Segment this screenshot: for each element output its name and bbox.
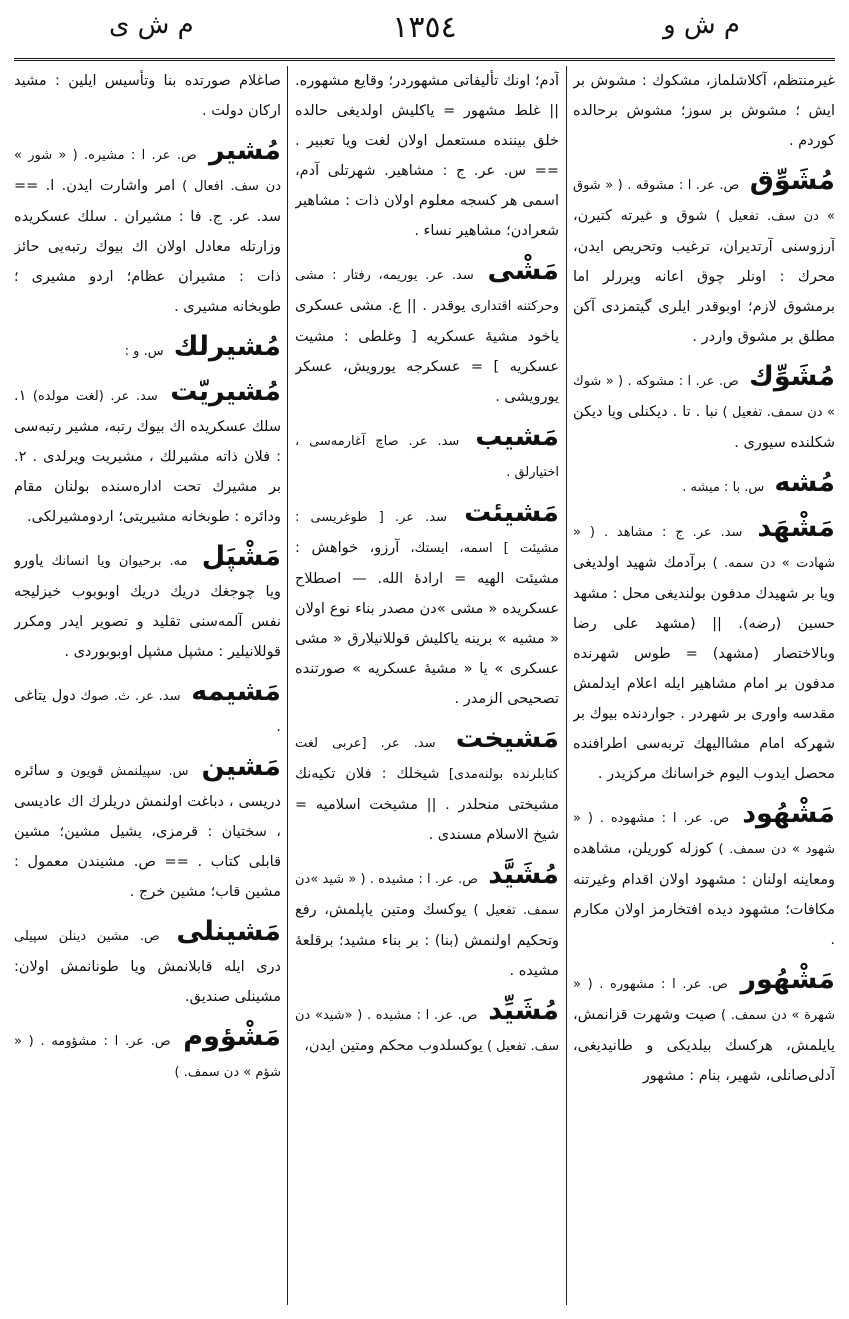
dictionary-entry xyxy=(573,362,835,458)
dictionary-entry xyxy=(14,1022,281,1088)
column-divider xyxy=(566,66,567,1305)
dictionary-entry xyxy=(295,256,559,412)
entry-grammar: سد. عر. [عربی لغت کتابلرنده بولنه‌مدی] xyxy=(295,736,559,782)
header-right-letters: م ش و xyxy=(663,10,740,40)
entry-grammar: س. و : xyxy=(124,344,168,359)
dictionary-entry xyxy=(573,965,835,1091)
entry-grammar: ص. عر. ا : مشیره. ( « شور » دن سف. افعال ) xyxy=(14,148,281,194)
entry-headword: مُشَوِّك xyxy=(749,361,835,392)
entry-definition: یوکسلدوب محکم ومتین ایدن، xyxy=(304,1038,483,1054)
entry-definition: آرزو، خواهش : مشیئت الهیه = ارادهٔ الله. — اصطلاح عسکریده « مشی »دن مصدر بناء نوع اولان « مشیه » برینه یاکلیش قوللانیلارق « مشی عسکری » یا « مشیهٔ عسکریه » صورتنده تصحیحی الزمدر . xyxy=(295,540,559,707)
page-header xyxy=(14,0,835,60)
dictionary-entry xyxy=(295,724,559,850)
dictionary-entry xyxy=(14,677,281,742)
entry-definition: دول یتاغی . xyxy=(14,688,281,735)
entry-headword: مَشیخت xyxy=(455,723,559,754)
dictionary-entry xyxy=(573,468,835,503)
entry-definition: سائره دریسی ، دباغت اولنمش دریلرك اك عادیسی ، سختیان : قرمزی، یشیل مشین؛ مشین قابلی کتاب . == ص. مشیندن معمول : مشین قاب؛ مشین خرج . xyxy=(14,763,281,900)
entry-grammar: س. سپیلنمش قویون و xyxy=(50,764,196,779)
page-number: ١٣٥٤ xyxy=(392,10,457,45)
header-left-letters: م ش ی xyxy=(109,10,194,40)
entry-definition: یوکسك ومتین یاپلمش، رفع وتحکیم اولنمش (بنا) : بر بناء مشید؛ برقلعهٔ مشیده . xyxy=(295,902,559,979)
entry-grammar: سد. عر. ج : مشاهد . ( « شهادت » دن سمه. ) xyxy=(573,525,835,571)
entry-definition: یوقدر . || ع. مشی عسکری یاخود مشیهٔ عسکریه [ وغلطی : مشیت عسکریه ] = عسکرجه یورویش، عسکر یورویشی . xyxy=(295,298,559,405)
entry-headword: مُشه xyxy=(774,467,835,498)
entry-grammar: سد. عر. [ طوغریسی : مشیئت ] اسمه، ایستك، xyxy=(295,510,559,556)
dictionary-entry xyxy=(14,752,281,907)
entry-grammar: سد. عر. (لغت مولده) xyxy=(26,389,165,404)
entry-headword: مُشَیَّد xyxy=(488,859,559,890)
entry-headword: مُشیر xyxy=(208,135,281,166)
dictionary-entry xyxy=(573,166,835,352)
entry-definition: صیت وشهرت قزانمش، یایلمش، هرکسك بیلدیکی و طانیدیغی، آدلی‌صانلی، شهیر، بنام : مشهور xyxy=(573,1007,835,1084)
header-rule xyxy=(14,58,835,61)
dictionary-entry xyxy=(14,136,281,322)
dictionary-entry xyxy=(14,542,281,667)
entry-grammar: ص. عر. ا : مشهوده . ( « شهود » دن سمف. ) xyxy=(573,811,835,857)
entry-grammar: سد. عر. یوریمه، رفتار : مشی وحرکتنه اقتداری xyxy=(295,268,559,314)
dictionary-entry xyxy=(14,377,281,532)
column-right xyxy=(573,66,835,1305)
entry-headword: مَشْؤوم xyxy=(183,1021,281,1052)
columns xyxy=(14,66,835,1305)
entry-headword: مُشیریّت xyxy=(170,376,281,407)
entry-headword: مَشْهُور xyxy=(740,964,835,995)
entry-grammar: ص. عر. ا : مشؤومه . ( « شؤم » دن سمف. ) xyxy=(14,1034,281,1080)
entry-headword: مَشینلی xyxy=(176,916,281,947)
entry-headword: مُشَیِّد xyxy=(488,995,559,1026)
dictionary-entry xyxy=(295,498,559,714)
entry-headword: مُشیرلك xyxy=(173,331,281,362)
entry-definition: ١. سلك عسکریده اك بیوك رتبه، مشیر رتبه‌سی : فلان ذاته مشیرلك ، مشیریت ویرلدی . ٢. بر مشیرك تحت اداره‌سنده بولنان مقام ودائره : طوبخانه مشیریتی؛ اردومشیرلکی. xyxy=(14,388,281,525)
entry-definition: کوزله کوریلن، مشاهده ومعاینه اولنان : مشهود اولان اقدام وغیرتنه مکافات؛ مشهود دیده افتخارمز اولان مکارم . xyxy=(573,841,835,948)
dictionary-entry xyxy=(295,66,559,246)
dictionary-entry xyxy=(573,513,835,789)
dictionary-entry xyxy=(573,799,835,955)
entry-headword: مَشْی xyxy=(487,255,559,286)
dictionary-entry xyxy=(295,860,559,986)
entry-grammar: س. با : میشه . xyxy=(682,480,769,495)
entry-definition: یاورو ویا چوجغك دریك دریك اوبوبوب خیزلیجه نفس آلمه‌سنی تقلید و تصویر ایدر ومکرر قوللانیلیر : مشپل مشپل اوبوبوردی . xyxy=(14,553,281,660)
entry-definition: آدم؛ اونك تألیفاتی مشهوردر؛ وقایع مشهوره. || غلط مشهور = یاکلیش اولدیغی حالده خلق بیننده مستعمل اولان لغت ویا تعبیر . == س. عر. ج : مشاهیر. شهرتلی آدم، اسمی هر کسجه معلوم اولان ذات : مشاهیر شعرادن؛ مشاهیر نساء . xyxy=(295,73,559,239)
entry-grammar: ص. عر. ا : مشیده . ( « شید »دن سمف. تفعیل ) xyxy=(295,872,559,918)
entry-grammar: ص. مشین دینلن سپیلی xyxy=(14,929,171,944)
entry-grammar: ص. عر. ا : مشوکه . ( « شوك » دن سمف. تفعیل ) xyxy=(573,374,835,420)
entry-definition: امر واشارت ایدن. ا. == سد. عر. ج. فا : مشیران . سلك عسکریده وزارتله معادل اولان اك بیوك رتبه‌یی حائز ذات : مشیران عظام؛ اردو مشیری ؛ طوبخانه مشیری . xyxy=(14,178,281,315)
entry-grammar: ص. عر. ا : مشهوره . ( « شهرة » دن سمف. ) xyxy=(573,977,835,1023)
entry-definition: شوق و غیرته کتیرن، آرزوسنی آرتدیران، ترغیب وتحریص ایدن، محرك : اونلر چوق اعانه ویررلر اما برمشوق لازم؛ اوبوقدر ایلری گیتمزدی آکن مطلق بر مشوق واردر . xyxy=(573,208,835,345)
dictionary-entry xyxy=(573,66,835,156)
entry-headword: مَشْپَل xyxy=(201,541,281,572)
entry-headword: مَشیئت xyxy=(464,497,559,528)
entry-definition: غیرمنتظم، آکلاشلماز، مشکوك : مشوش بر ایش ؛ مشوش بر سوز؛ مشوش برحالده کوردم . xyxy=(573,73,835,149)
entry-headword: مَشیمه xyxy=(191,676,281,707)
entry-grammar: ص. عر. ا : مشیده . ( «شید» دن سف. تفعیل ) xyxy=(295,1008,559,1054)
entry-headword: مُشَوِّق xyxy=(749,165,835,196)
dictionary-entry xyxy=(14,66,281,126)
dictionary-entry xyxy=(295,996,559,1062)
column-divider xyxy=(287,66,288,1305)
dictionary-entry xyxy=(14,332,281,367)
entry-definition: برآدمك شهید اولدیغی ویا بر شهیدك مدفون بولندیغی محل : مشهد حسین (رضه). || (مشهد علی رضا وبالاختصار (مشهد) = طوس شهرنده مدفون بر امام مشاهیر ایله اعلام ایدلمش مقدسه واوری بر شهردر . جواردنده بیوك بر شهرکه امام مشاالیهك تربه‌سی اطرافنده محصل ایدوب الیوم خراسانك مرکزیدر . xyxy=(573,555,835,782)
entry-grammar: سد. عر. صاچ آغارمه‌سی ، اختیارلق . xyxy=(295,434,559,480)
entry-grammar: مه. برحیوان ویا انسانك xyxy=(43,554,196,569)
entry-headword: مَشیب xyxy=(475,421,559,452)
entry-grammar: ص. عر. ا : مشوقه . ( « شوق » دن سف. تفعیل ) xyxy=(573,178,835,224)
entry-grammar: سد. عر. ث. صوك xyxy=(75,689,186,704)
entry-headword: مَشین xyxy=(201,751,281,782)
dictionary-entry xyxy=(14,917,281,1012)
entry-headword: مَشْهَد xyxy=(757,512,835,543)
entry-definition: صاغلام صورتده بنا وتأسیس ایلین : مشید ارکان دولت . xyxy=(14,73,281,119)
entry-definition: دری ایله قابلانمش ویا طونانمش اولان: مشینلی صندیق. xyxy=(14,959,281,1005)
entry-definition: شیخلك : فلان تکیه‌نك مشیختی منحلدر . || مشیخت اسلامیه = شیخ الاسلام مسندی . xyxy=(295,766,559,843)
column-middle xyxy=(295,66,559,1305)
entry-definition: نبا . تا . دیکنلی ویا دیکن شکلنده سیوری . xyxy=(573,404,835,451)
column-left xyxy=(14,66,281,1305)
dictionary-entry xyxy=(295,422,559,488)
entry-headword: مَشْهُود xyxy=(742,798,835,829)
